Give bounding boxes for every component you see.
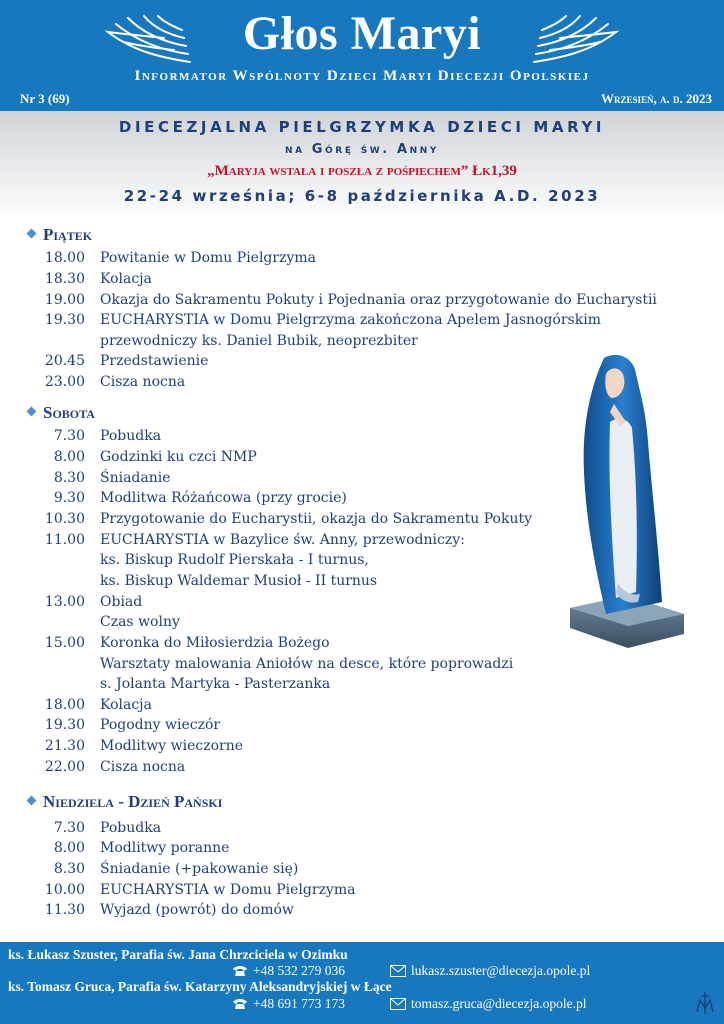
- footer-contacts: [0, 942, 724, 1024]
- schedule-row: 22.00 Cisza nocna: [44, 759, 186, 775]
- issue-number: Nr 3 (69): [20, 91, 70, 106]
- schedule-row: 23.00 Cisza nocna: [44, 374, 186, 390]
- day-heading-saturday: Sobota: [28, 403, 95, 423]
- diamond-bullet-icon: [27, 229, 37, 239]
- contact-email[interactable]: lukasz.szuster@diecezja.opole.pl: [390, 963, 590, 979]
- schedule-row: 8.30 Śniadanie: [53, 470, 171, 486]
- day-heading-friday: Piątek: [28, 225, 92, 245]
- schedule-row: 8.00 Godzinki ku czci NMP: [53, 449, 257, 465]
- schedule-row: 20.45 Przedstawienie: [44, 353, 209, 369]
- schedule-row: 10.30 Przygotowanie do Eucharystii, okazja do Sakramentu Pokuty: [44, 511, 533, 527]
- schedule-row: 19.30 EUCHARYSTIA w Domu Pielgrzyma zakończona Apelem Jasnogórskim: [44, 312, 601, 328]
- schedule-row: 21.30 Modlitwy wieczorne: [44, 738, 244, 754]
- schedule-row: ks. Biskup Waldemar Musioł - II turnus: [100, 573, 378, 589]
- diamond-bullet-icon: [27, 796, 37, 806]
- schedule-row: 19.30 Pogodny wieczór: [44, 717, 221, 733]
- schedule-row: ks. Biskup Rudolf Pierskała - I turnus,: [100, 552, 369, 568]
- mary-statue-image: [566, 352, 686, 648]
- contact-name: ks. Tomasz Gruca, Parafia św. Katarzyny Aleksandryjskiej w Łące: [8, 979, 392, 994]
- contact-name: ks. Łukasz Szuster, Parafia św. Jana Chrzciciela w Ozimku: [8, 947, 348, 962]
- schedule-row: 7.30 Pobudka: [53, 820, 162, 836]
- newsletter-subtitle: Informator Wspólnoty Dzieci Maryi Diecezji Opolskiej: [134, 68, 590, 84]
- angel-wings-icon: [530, 12, 630, 68]
- schedule-row: 13.00 Obiad: [44, 594, 143, 610]
- schedule-row: 11.00 EUCHARYSTIA w Bazylice św. Anny, przewodniczy:: [44, 532, 465, 548]
- schedule-row: 19.00 Okazja do Sakramentu Pokuty i Pojednania oraz przygotowanie do Eucharystii: [44, 292, 657, 308]
- schedule-row: 18.30 Kolacja: [44, 271, 152, 287]
- schedule-row: s. Jolanta Martyka - Pasterzanka: [100, 676, 331, 692]
- marian-monogram-icon: [694, 990, 716, 1016]
- schedule-row: 9.30 Modlitwa Różańcowa (przy grocie): [53, 490, 347, 506]
- contact-phone: +48 532 279 036: [232, 963, 345, 979]
- schedule-row: 15.00 Koronka do Miłosierdzia Bożego: [44, 635, 330, 651]
- schedule-row: 18.00 Kolacja: [44, 697, 152, 713]
- contact-email[interactable]: tomasz.gruca@diecezja.opole.pl: [390, 996, 586, 1012]
- envelope-icon: [390, 998, 406, 1010]
- schedule-row: 8.30 Śniadanie (+pakowanie się): [53, 861, 299, 877]
- event-dates: 22-24 września; 6-8 października A.D. 2023: [123, 187, 601, 205]
- event-motto: „Maryja wstała i poszła z pośpiechem” Łk1,39: [207, 163, 517, 179]
- event-title: DIECEZJALNA PIELGRZYMKA DZIECI MARYI: [118, 118, 606, 136]
- schedule-row: 10.00 EUCHARYSTIA w Domu Pielgrzyma: [44, 882, 356, 898]
- phone-icon: [232, 998, 248, 1010]
- envelope-icon: [390, 965, 406, 977]
- phone-icon: [232, 965, 248, 977]
- schedule-row: Warsztaty malowania Aniołów na desce, które poprowadzi: [100, 656, 514, 672]
- schedule-row: 18.00 Powitanie w Domu Pielgrzyma: [44, 250, 316, 266]
- schedule-row: 11.30 Wyjazd (powrót) do domów: [44, 902, 294, 918]
- schedule-row: 8.00 Modlitwy poranne: [53, 840, 230, 856]
- day-heading-sunday: Niedziela - Dzień Pański: [28, 792, 222, 812]
- issue-date: Wrzesień, a. d. 2023: [600, 91, 712, 106]
- event-location: na Górę św. Anny: [284, 142, 440, 157]
- contact-phone: +48 691 773 173: [232, 996, 345, 1012]
- schedule-row: przewodniczy ks. Daniel Bubik, neoprezbiter: [100, 333, 418, 349]
- diamond-bullet-icon: [27, 407, 37, 417]
- event-banner: [0, 111, 724, 213]
- header: [0, 0, 724, 111]
- newsletter-title: Głos Maryi: [242, 7, 482, 60]
- schedule-row: Czas wolny: [100, 614, 180, 630]
- schedule-row: 7.30 Pobudka: [53, 428, 162, 444]
